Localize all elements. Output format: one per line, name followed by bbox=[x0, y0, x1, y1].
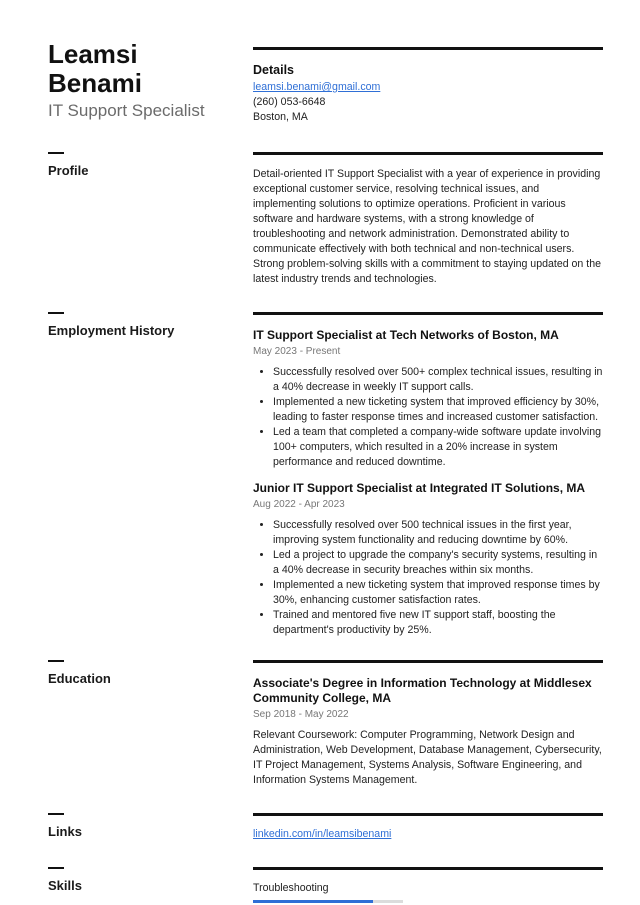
job-title-heading: IT Support Specialist at Tech Networks of Boston, MA bbox=[253, 328, 559, 342]
employment-heading: Employment History bbox=[48, 323, 175, 338]
last-name: Benami bbox=[48, 68, 142, 98]
job-entry bbox=[253, 481, 603, 638]
bullet-item: • Led a team that completed a company-wide software update involving 100+ computers, which resulted in a 20% increase in system performance and reduced downtime. bbox=[273, 425, 603, 470]
education-section bbox=[253, 660, 603, 788]
job-bullets bbox=[253, 365, 603, 470]
linkedin-link[interactable]: linkedin.com/in/leamsibenami bbox=[253, 828, 392, 840]
profile-text: Detail-oriented IT Support Specialist with a year of experience in providing exceptional customer service, resolving technical issues, and implementing solutions to optimize operations. Proficient in various software and hardware systems, with a strong knowledge of troubleshooting and network administration. Demonstrated ability to communicate effectively with both technical and non-technical users. Strong problem-solving skills with a commitment to staying updated on the latest industry trends and technologies. bbox=[253, 168, 601, 285]
coursework-text: Relevant Coursework: Computer Programming, Network Design and Administration, Web Development, Database Management, Cybersecurity, IT Project Management, Systems Analysis, Software Engineering, and Information Systems Management. bbox=[253, 729, 602, 786]
bullet-item: • Implemented a new ticketing system that improved efficiency by 30%, leading to faster response times and increased customer satisfaction. bbox=[273, 395, 603, 425]
skill-level-fill bbox=[253, 900, 373, 903]
job-title-heading: Junior IT Support Specialist at Integrated IT Solutions, MA bbox=[253, 481, 586, 495]
section-rule bbox=[253, 47, 603, 50]
skills-label bbox=[48, 867, 233, 894]
phone: (260) 053-6648 bbox=[253, 96, 326, 108]
profile-heading: Profile bbox=[48, 163, 89, 178]
details-heading: Details bbox=[253, 63, 294, 77]
section-rule bbox=[253, 660, 603, 663]
job-bullets bbox=[253, 518, 603, 638]
location: Boston, MA bbox=[253, 111, 308, 123]
skill-name: Troubleshooting bbox=[253, 882, 329, 894]
education-heading: Education bbox=[48, 671, 111, 686]
profile-label bbox=[48, 152, 233, 179]
job-dates: Aug 2022 - Apr 2023 bbox=[253, 499, 345, 510]
bullet-item: • Successfully resolved over 500+ complex technical issues, resulting in a 40% decrease in weekly IT support calls. bbox=[273, 365, 603, 395]
name-block bbox=[48, 40, 233, 121]
section-rule bbox=[253, 312, 603, 315]
section-dash bbox=[48, 312, 64, 314]
bullet-item: • Implemented a new ticketing system that improved response times by 30%, enhancing customer satisfaction rates. bbox=[273, 578, 603, 608]
section-dash bbox=[48, 152, 64, 154]
first-name: Leamsi bbox=[48, 39, 138, 69]
section-rule bbox=[253, 152, 603, 155]
links-section bbox=[253, 813, 603, 842]
links-label bbox=[48, 813, 233, 840]
skills-section bbox=[253, 867, 603, 903]
section-dash bbox=[48, 867, 64, 869]
section-rule bbox=[253, 813, 603, 816]
job-entry bbox=[253, 328, 603, 470]
section-dash bbox=[48, 660, 64, 662]
education-dates: Sep 2018 - May 2022 bbox=[253, 709, 349, 720]
job-title: IT Support Specialist bbox=[48, 101, 205, 120]
skills-heading: Skills bbox=[48, 878, 82, 893]
profile-section bbox=[253, 152, 603, 287]
section-dash bbox=[48, 813, 64, 815]
bullet-item: • Successfully resolved over 500 technical issues in the first year, improving system functionality and reducing downtime by 60%. bbox=[273, 518, 603, 548]
email-link[interactable]: leamsi.benami@gmail.com bbox=[253, 81, 381, 93]
employment-section bbox=[253, 312, 603, 638]
employment-label bbox=[48, 312, 233, 339]
skill-level-track bbox=[253, 900, 403, 903]
section-rule bbox=[253, 867, 603, 870]
education-label bbox=[48, 660, 233, 687]
job-dates: May 2023 - Present bbox=[253, 346, 341, 357]
bullet-item: • Trained and mentored five new IT support staff, boosting the department's productivity by 25%. bbox=[273, 608, 603, 638]
details-section bbox=[253, 47, 603, 125]
degree-heading: Associate's Degree in Information Technology at Middlesex Community College, MA bbox=[253, 676, 592, 705]
links-heading: Links bbox=[48, 824, 82, 839]
bullet-item: • Led a project to upgrade the company's security systems, resulting in a 40% decrease in security breaches within six months. bbox=[273, 548, 603, 578]
